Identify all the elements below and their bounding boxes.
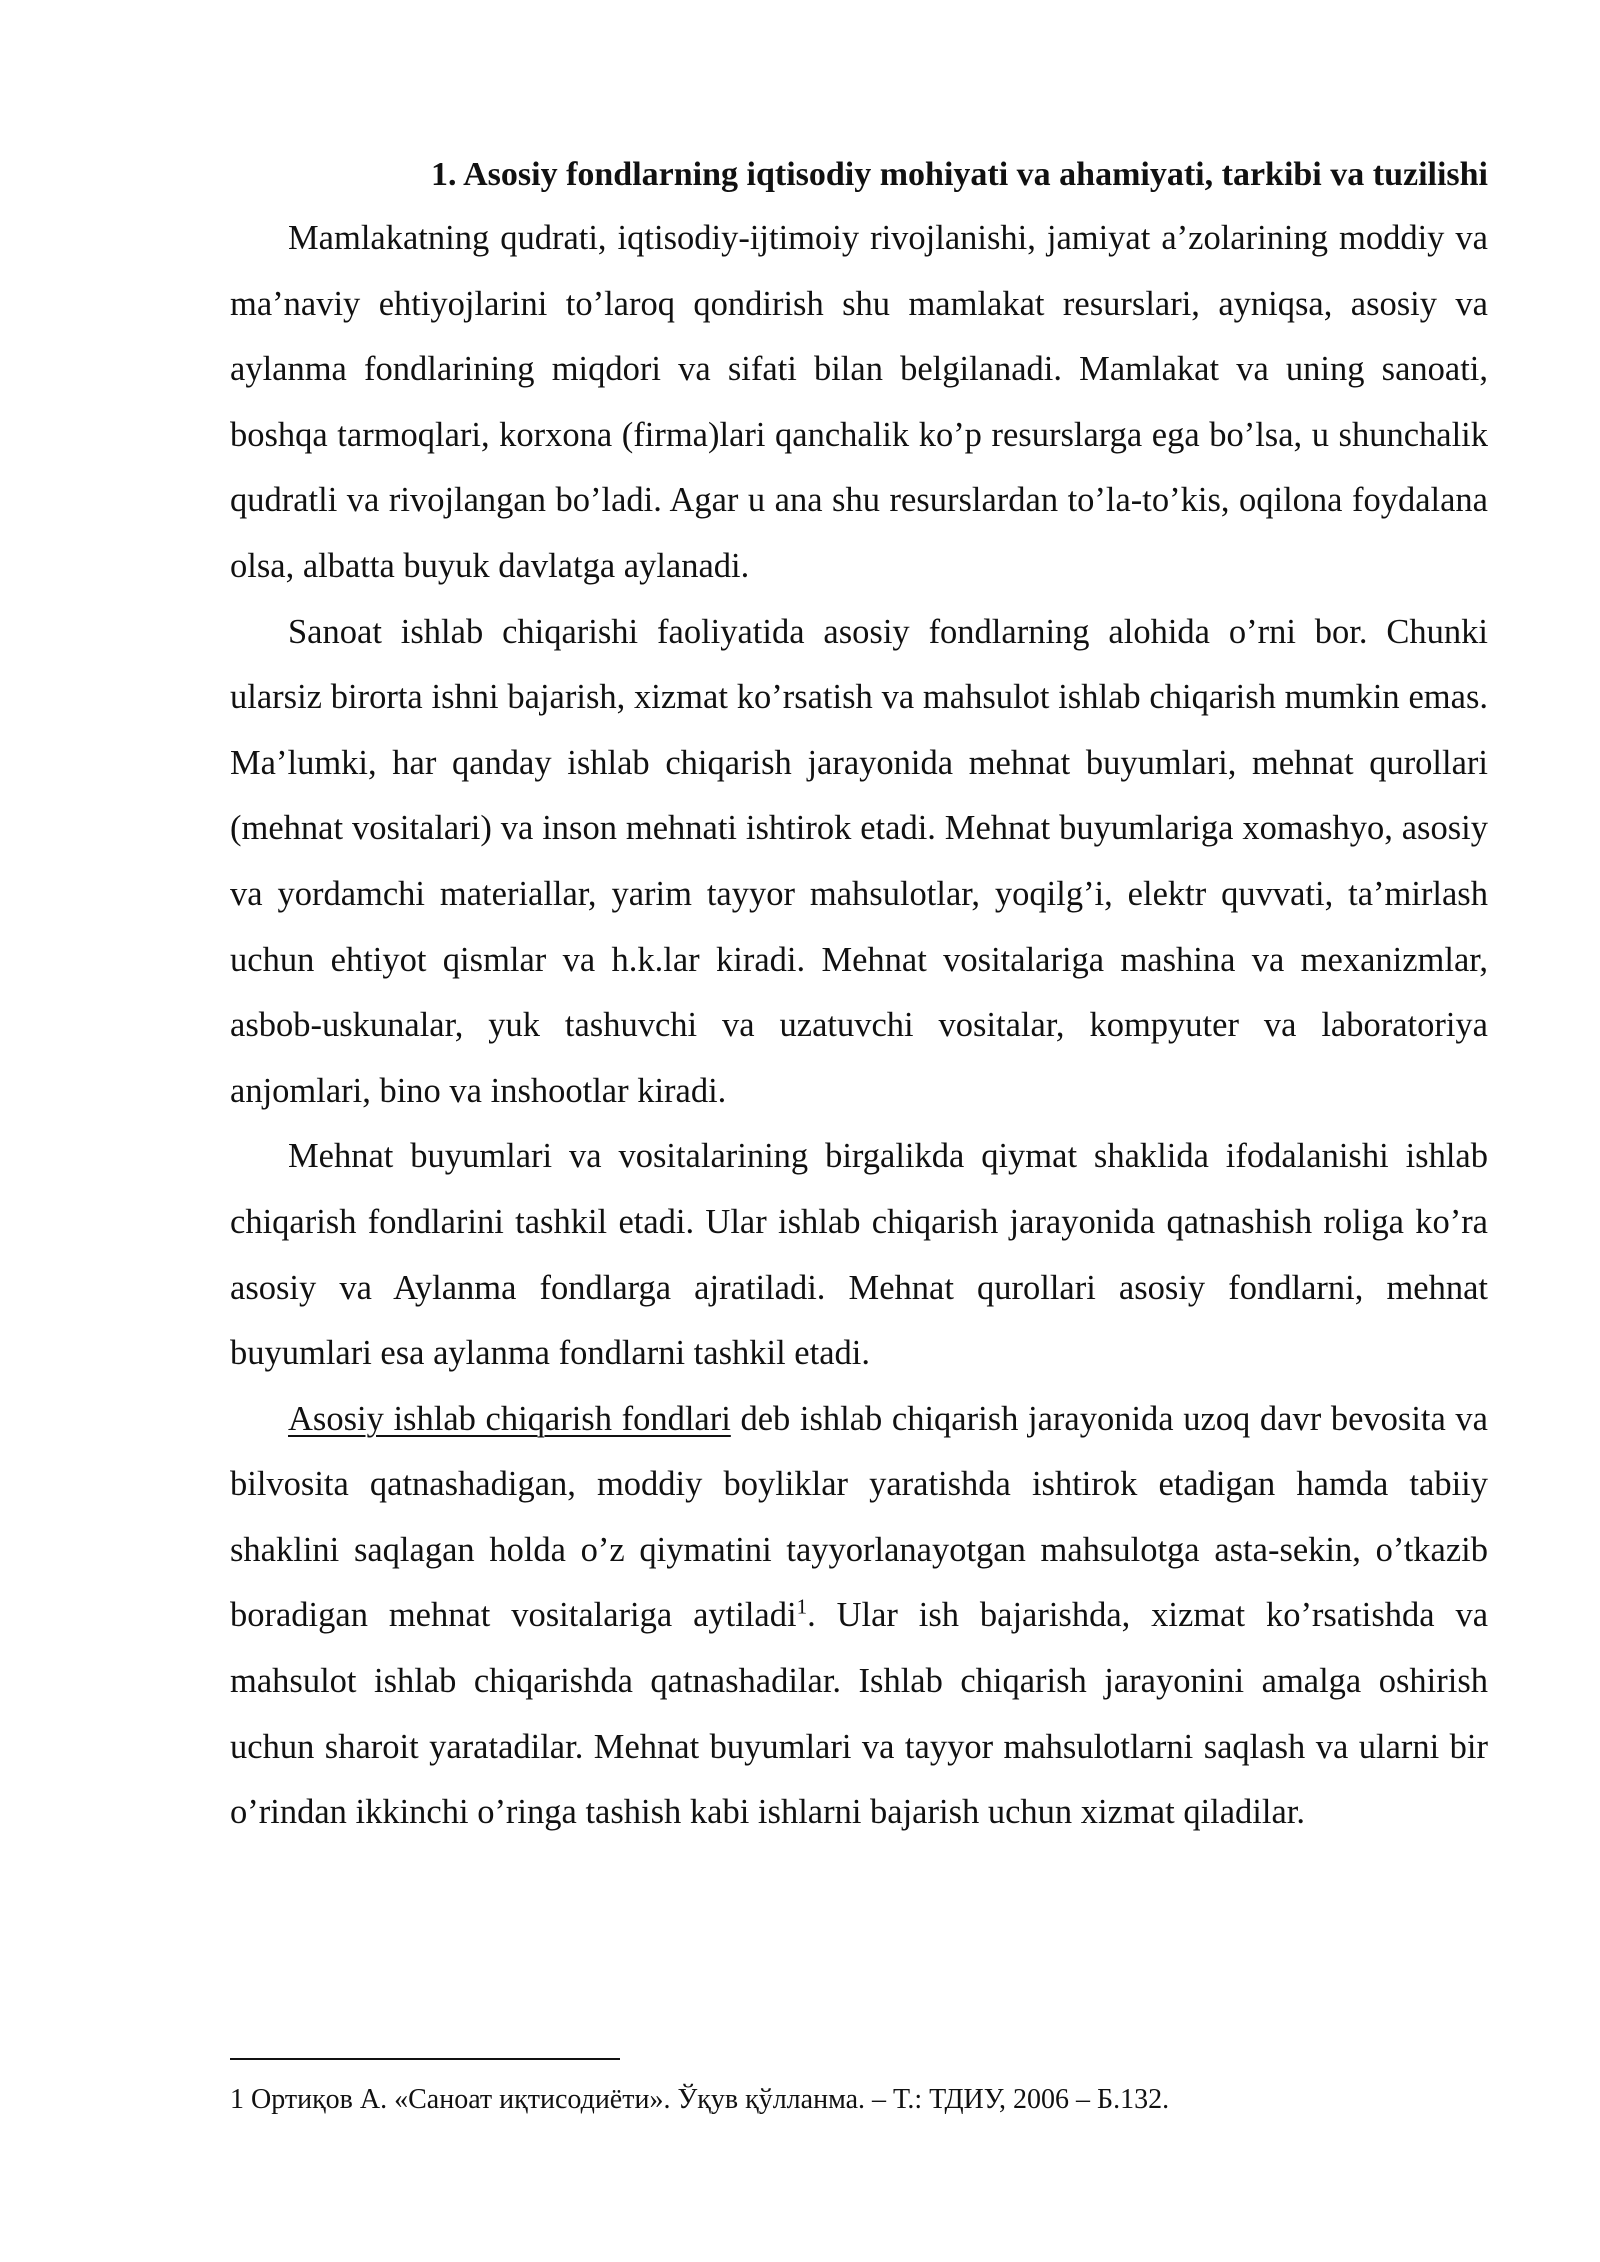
footnote-reference[interactable]: 1 <box>796 1594 808 1619</box>
paragraph-3: Mehnat buyumlari va vositalarining birgalikda qiymat shaklida ifodalanishi ishlab chiqarish fondlarini tashkil etadi. Ular ishlab chiqarish jarayonida qatnashish roliga ko’ra asosiy va Aylanma fondlarga ajratiladi. Mehnat qurollari asosiy fondlarni, mehnat buyumlari esa aylanma fondlarni tashkil etadi. <box>230 1137 1488 1373</box>
section-heading: 1. Asosiy fondlarning iqtisodiy mohiyati va ahamiyati, tarkibi va tuzilishi <box>430 156 1488 193</box>
document-page <box>230 150 1488 1846</box>
defined-term: Asosiy ishlab chiqarish fondlari <box>288 1399 731 1438</box>
footnote: 1 Ортиқов А. «Саноат иқтисодиёти». Ўқув қўлланма. – Т.: ТДИУ, 2006 – Б.132. <box>230 2084 1170 2115</box>
definition-text-continued: . Ular ish bajarishda, xizmat ko’rsatishda va mahsulot ishlab chiqarishda qatnashadilar. Ishlab chiqarish jarayonini amalga oshirish uchun sharoit yaratadilar. Mehnat buyumlari va tayyor mahsulotlarni saqlash va ularni bir o’rindan ikkinchi o’ringa tashish kabi ishlarni bajarish uchun xizmat qiladilar. <box>230 1596 1489 1832</box>
definition-text: deb ishlab chiqarish jarayonida uzoq davr bevosita va bilvosita qatnashadigan, moddiy boyliklar yaratishda ishtirok etadigan hamda tabiiy shaklini saqlagan holda o’z qiymatini tayyorlanayotgan mahsulotga asta-sekin, o’tkazib boradigan mehnat vositalariga aytiladi <box>230 1399 1488 1635</box>
paragraph-definition <box>230 1387 1488 1846</box>
paragraph-1: Mamlakatning qudrati, iqtisodiy-ijtimoiy rivojlanishi, jamiyat a’zolarining moddiy va ma’naviy ehtiyojlarini to’laroq qondirish shu mamlakat resurslari, ayniqsa, asosiy va aylanma fondlarining miqdori va sifati bilan belgilanadi. Mamlakat va uning sanoati, boshqa tarmoqlari, korxona (firma)lari qanchalik ko’p resurslarga ega bo’lsa, u shunchalik qudratli va rivojlangan bo’ladi. Agar u ana shu resurslardan to’la-to’kis, oqilona foydalana olsa, albatta buyuk davlatga aylanadi. <box>230 219 1488 585</box>
footnote-separator <box>230 2058 620 2060</box>
paragraph-2: Sanoat ishlab chiqarishi faoliyatida asosiy fondlarning alohida o’rni bor. Chunki ularsiz birorta ishni bajarish, xizmat ko’rsatish va mahsulot ishlab chiqarish mumkin emas. Ma’lumki, har qanday ishlab chiqarish jarayonida mehnat buyumlari, mehnat qurollari (mehnat vositalari) va inson mehnati ishtirok etadi. Mehnat buyumlariga xomashyo, asosiy va yordamchi materiallar, yarim tayyor mahsulotlar, yoqilg’i, elektr quvvati, ta’mirlash uchun ehtiyot qismlar va h.k.lar kiradi. Mehnat vositalariga mashina va mexanizmlar, asbob-uskunalar, yuk tashuvchi va uzatuvchi vositalar, kompyuter va laboratoriya anjomlari, bino va inshootlar kiradi. <box>230 612 1488 1110</box>
